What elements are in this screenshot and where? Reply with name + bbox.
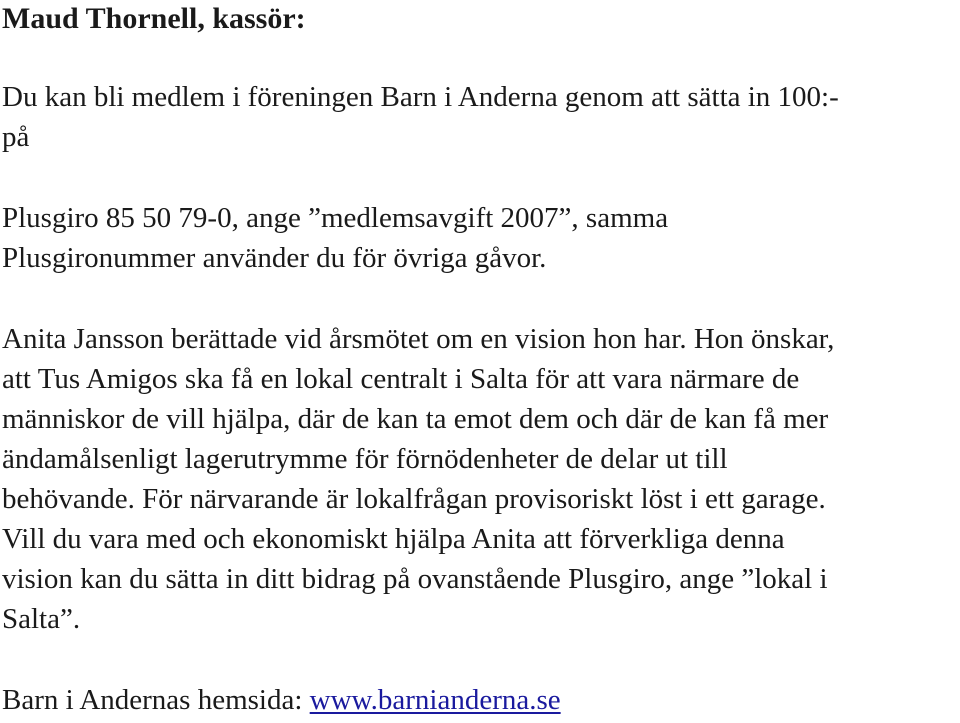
paragraph-line: Plusgiro 85 50 79-0, ange ”medlemsavgift 2007”, samma <box>2 202 669 234</box>
paragraph-line: Anita Jansson berättade vid årsmötet om en vision hon har. Hon önskar, <box>2 323 835 355</box>
paragraph-line: på <box>2 121 30 153</box>
homepage-link[interactable]: www.barnianderna.se <box>309 684 561 716</box>
paragraph-line: Salta”. <box>2 603 81 635</box>
paragraph-line: vision kan du sätta in ditt bidrag på ovanstående Plusgiro, ange ”lokal i <box>2 563 828 595</box>
homepage-line <box>2 680 561 720</box>
membership-paragraph <box>2 77 839 157</box>
homepage-label: Barn i Andernas hemsida: <box>2 684 303 716</box>
page-title: Maud Thornell, kassör: <box>2 2 306 35</box>
plusgiro-paragraph <box>2 198 668 278</box>
paragraph-line: Plusgironummer använder du för övriga gåvor. <box>2 242 547 274</box>
paragraph-line: behövande. För närvarande är lokalfrågan provisoriskt löst i ett garage. <box>2 483 826 515</box>
paragraph-line: att Tus Amigos ska få en lokal centralt i Salta för att vara närmare de <box>2 363 800 395</box>
paragraph-line: Du kan bli medlem i föreningen Barn i Anderna genom att sätta in 100:- <box>2 81 839 113</box>
vision-paragraph <box>2 319 834 639</box>
paragraph-line: Vill du vara med och ekonomiskt hjälpa Anita att förverkliga denna <box>2 523 785 555</box>
paragraph-line: ändamålsenligt lagerutrymme för förnödenheter de delar ut till <box>2 443 728 475</box>
paragraph-line: människor de vill hjälpa, där de kan ta emot dem och där de kan få mer <box>2 403 829 435</box>
